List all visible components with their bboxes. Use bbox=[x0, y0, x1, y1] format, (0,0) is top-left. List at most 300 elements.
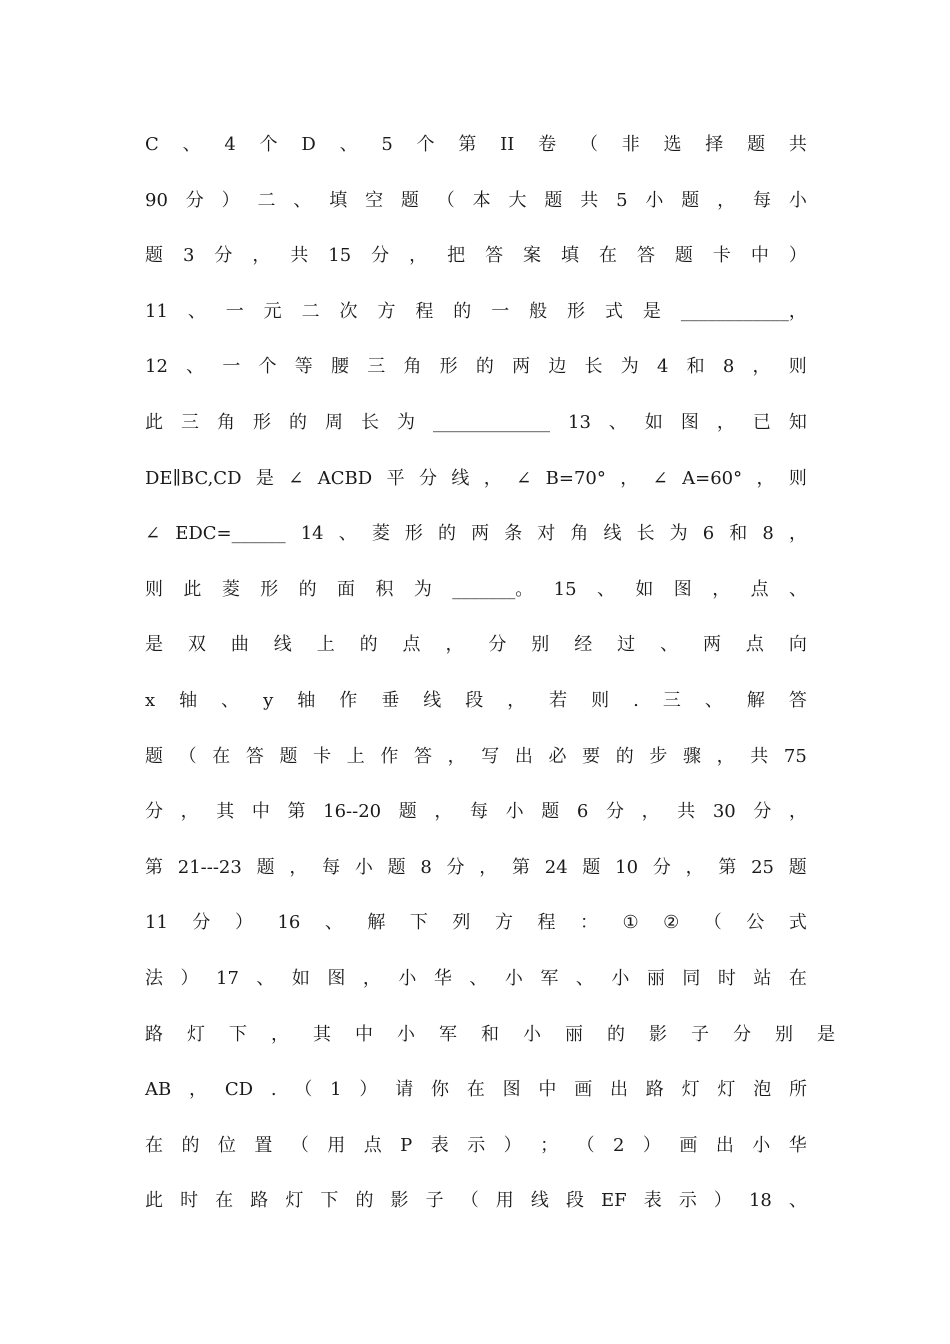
text-token: 21---23 bbox=[177, 856, 242, 878]
text-token: . bbox=[270, 1079, 277, 1101]
text-token: 是 bbox=[642, 300, 661, 322]
text-token: 的 bbox=[438, 523, 456, 545]
text-token: 分 bbox=[733, 1023, 751, 1045]
text-token: 题 bbox=[400, 189, 419, 211]
text-token: 大 bbox=[508, 189, 527, 211]
text-token: （ bbox=[178, 745, 197, 767]
text-token: （ bbox=[579, 134, 598, 155]
text-token: ， bbox=[434, 801, 453, 823]
text-token: 小 bbox=[611, 967, 630, 989]
text-token: 过 bbox=[617, 634, 636, 656]
text-token: 卷 bbox=[538, 134, 557, 155]
text-token: 题 bbox=[387, 856, 406, 878]
text-token: 图 bbox=[502, 1079, 521, 1101]
text-token: 24 bbox=[544, 856, 568, 878]
text-token: 一 bbox=[225, 300, 244, 322]
text-token: 向 bbox=[788, 634, 807, 656]
text-token: 第 bbox=[458, 134, 477, 155]
text-line bbox=[145, 951, 807, 1007]
text-token: 分 bbox=[419, 467, 437, 489]
text-token: EF bbox=[601, 1190, 627, 1212]
text-token: 填 bbox=[561, 245, 580, 267]
text-token: 两 bbox=[702, 634, 721, 656]
text-token: 图 bbox=[673, 578, 692, 600]
text-token: 11 bbox=[145, 300, 168, 322]
text-token: 把 bbox=[447, 245, 466, 267]
text-token: AB bbox=[145, 1079, 172, 1101]
text-line bbox=[145, 117, 807, 173]
text-token: 11 bbox=[145, 912, 168, 934]
text-token: 75 bbox=[783, 745, 807, 767]
text-token: 中 bbox=[750, 245, 769, 267]
text-token: 边 bbox=[548, 356, 567, 378]
text-token: 若 bbox=[549, 689, 568, 711]
text-token: 图 bbox=[680, 411, 699, 433]
text-token: 同 bbox=[682, 967, 701, 989]
text-token: 线 bbox=[451, 467, 470, 489]
text-token: 三 bbox=[181, 411, 199, 433]
text-token: 方 bbox=[494, 912, 513, 934]
text-line bbox=[145, 1118, 807, 1174]
text-token: 灯 bbox=[187, 1023, 205, 1045]
text-token: 在 bbox=[212, 745, 231, 767]
text-token: 时 bbox=[717, 967, 736, 989]
text-token: 、 bbox=[324, 912, 343, 934]
text-token: 共 bbox=[750, 745, 769, 767]
text-token: 90 bbox=[145, 189, 168, 211]
text-line bbox=[145, 339, 807, 395]
text-line bbox=[145, 1007, 835, 1063]
text-token: 在 bbox=[466, 1079, 485, 1101]
text-token: 小 bbox=[752, 1134, 771, 1156]
text-token: 6 bbox=[576, 801, 589, 823]
text-token: ， bbox=[252, 245, 271, 267]
text-token: 知 bbox=[788, 411, 807, 433]
text-token: 是 bbox=[255, 467, 274, 489]
text-token: 路 bbox=[645, 1079, 664, 1101]
text-token: 一 bbox=[491, 300, 510, 322]
text-token: 在 bbox=[788, 967, 807, 989]
text-token: 个 bbox=[258, 356, 277, 378]
text-token: 画 bbox=[574, 1079, 593, 1101]
text-token: 形 bbox=[404, 523, 423, 545]
text-token: 18 bbox=[748, 1190, 772, 1212]
text-token: 题 bbox=[145, 745, 163, 767]
text-token: 第 bbox=[512, 856, 531, 878]
text-token: _______。 bbox=[452, 578, 534, 600]
text-line bbox=[145, 895, 807, 951]
text-token: 步 bbox=[649, 745, 668, 767]
text-line bbox=[145, 840, 807, 896]
text-token: 中 bbox=[355, 1023, 373, 1045]
text-token: 第 bbox=[145, 856, 163, 878]
text-token: 小 bbox=[398, 967, 417, 989]
text-token: 共 bbox=[677, 801, 696, 823]
text-token: 题 bbox=[541, 801, 560, 823]
text-token: 双 bbox=[187, 634, 206, 656]
text-token: ____________， bbox=[680, 300, 807, 322]
text-token: 必 bbox=[548, 745, 567, 767]
text-token: 要 bbox=[582, 745, 601, 767]
body-text bbox=[145, 117, 835, 1229]
text-token: 为 bbox=[413, 578, 432, 600]
text-token: 的 bbox=[359, 634, 378, 656]
text-token: 分 bbox=[652, 856, 671, 878]
text-token: ） bbox=[180, 967, 199, 989]
text-token: 在 bbox=[598, 245, 617, 267]
text-token: ） bbox=[234, 912, 253, 934]
text-token: 段 bbox=[565, 1190, 584, 1212]
text-token: ： bbox=[579, 912, 598, 934]
text-token: 、 bbox=[338, 523, 357, 545]
text-token: 4 bbox=[656, 356, 669, 378]
text-token: ACBD bbox=[317, 467, 373, 489]
text-token: 程 bbox=[537, 912, 556, 934]
text-token: 、 bbox=[186, 356, 205, 378]
text-token: 题 bbox=[582, 856, 601, 878]
text-token: 16--20 bbox=[323, 801, 382, 823]
text-token: 等 bbox=[294, 356, 313, 378]
text-token: ∠ bbox=[652, 467, 668, 489]
text-token: 此 bbox=[145, 1190, 163, 1212]
text-token: 为 bbox=[397, 411, 415, 433]
text-token: 、 bbox=[575, 967, 594, 989]
text-line bbox=[145, 228, 807, 284]
text-token: 角 bbox=[217, 411, 235, 433]
text-token: 其 bbox=[216, 801, 235, 823]
text-token: 小 bbox=[505, 801, 524, 823]
text-token: （ bbox=[576, 1134, 595, 1156]
text-token: 的 bbox=[355, 1190, 374, 1212]
text-token: 长 bbox=[361, 411, 379, 433]
text-token: ∠ bbox=[288, 467, 304, 489]
text-token: 、 bbox=[256, 967, 275, 989]
text-token: 小 bbox=[504, 967, 523, 989]
text-token: ① bbox=[622, 912, 639, 934]
text-token: 形 bbox=[260, 578, 279, 600]
text-token: ， bbox=[180, 801, 199, 823]
text-token: ， bbox=[717, 189, 736, 211]
text-token: 形 bbox=[253, 411, 271, 433]
text-token: 2 bbox=[613, 1134, 625, 1156]
text-token: 出 bbox=[715, 1134, 734, 1156]
text-token: 表 bbox=[430, 1134, 449, 1156]
text-token: 小 bbox=[645, 189, 664, 211]
text-token: 、 bbox=[788, 1190, 807, 1212]
text-token: 分 bbox=[446, 856, 465, 878]
text-token: 形 bbox=[567, 300, 586, 322]
text-token: 、 bbox=[182, 134, 201, 155]
text-token: 影 bbox=[390, 1190, 409, 1212]
text-token: 、 bbox=[187, 300, 206, 322]
text-token: 站 bbox=[753, 967, 772, 989]
text-token: P bbox=[400, 1134, 413, 1156]
text-line bbox=[145, 617, 807, 673]
text-token: 个 bbox=[416, 134, 435, 155]
text-token: ② bbox=[663, 912, 680, 934]
text-token: 则 bbox=[788, 356, 807, 378]
text-token: ， bbox=[685, 856, 704, 878]
text-token: 二 bbox=[257, 189, 276, 211]
text-token: ， bbox=[716, 411, 735, 433]
text-token: 列 bbox=[452, 912, 471, 934]
text-token: 平 bbox=[386, 467, 405, 489]
text-token: 1 bbox=[330, 1079, 342, 1101]
text-token: 题 bbox=[788, 856, 807, 878]
text-token: 线 bbox=[530, 1190, 549, 1212]
text-token: 泡 bbox=[753, 1079, 772, 1101]
text-token: 灯 bbox=[681, 1079, 700, 1101]
text-token: 元 bbox=[263, 300, 282, 322]
text-token: ， bbox=[712, 578, 731, 600]
text-token: 是 bbox=[817, 1023, 835, 1045]
text-token: 次 bbox=[339, 300, 358, 322]
text-token: 子 bbox=[425, 1190, 444, 1212]
text-line bbox=[145, 784, 807, 840]
text-token: 二 bbox=[301, 300, 320, 322]
text-token: 题 bbox=[681, 189, 700, 211]
text-token: 三 bbox=[367, 356, 386, 378]
text-token: ， bbox=[447, 745, 466, 767]
text-token: ， bbox=[189, 1079, 208, 1101]
text-token: 丽 bbox=[565, 1023, 583, 1045]
text-token: 、 bbox=[339, 134, 358, 155]
text-token: ， bbox=[289, 856, 308, 878]
text-token: 下 bbox=[229, 1023, 247, 1045]
text-token: 式 bbox=[788, 912, 807, 934]
text-token: 、 bbox=[789, 578, 807, 600]
text-token: 分 bbox=[145, 801, 163, 823]
text-token: 出 bbox=[514, 745, 533, 767]
text-token: 下 bbox=[320, 1190, 339, 1212]
text-token: 、 bbox=[221, 689, 240, 711]
text-token: 图 bbox=[327, 967, 346, 989]
text-token: 线 bbox=[273, 634, 292, 656]
text-token: 法 bbox=[145, 967, 163, 989]
text-token: ， bbox=[445, 634, 464, 656]
text-token: D bbox=[301, 134, 316, 155]
text-token: （ bbox=[460, 1190, 479, 1212]
text-token: 15 bbox=[328, 245, 352, 267]
text-token: 两 bbox=[471, 523, 490, 545]
text-token: 方 bbox=[377, 300, 396, 322]
text-token: 三 bbox=[662, 689, 681, 711]
text-token: _____________ bbox=[433, 411, 550, 433]
text-token: ） bbox=[788, 245, 807, 267]
text-token: 题 bbox=[398, 801, 417, 823]
text-token: 共 bbox=[788, 134, 807, 155]
text-token: DE∥BC,CD bbox=[145, 467, 242, 489]
text-token: 你 bbox=[431, 1079, 450, 1101]
text-token: 别 bbox=[531, 634, 550, 656]
text-token: 中 bbox=[251, 801, 270, 823]
text-token: 答 bbox=[414, 745, 432, 767]
text-token: 别 bbox=[775, 1023, 793, 1045]
text-token: 小 bbox=[788, 189, 807, 211]
text-token: 路 bbox=[250, 1190, 269, 1212]
text-token: ） bbox=[221, 189, 240, 211]
text-token: ） bbox=[359, 1079, 378, 1101]
text-token: （ bbox=[436, 189, 455, 211]
text-token: 点 bbox=[745, 634, 764, 656]
text-token: 题 bbox=[544, 189, 563, 211]
text-token: 、 bbox=[469, 967, 488, 989]
text-token: 答 bbox=[636, 245, 655, 267]
text-token: 轴 bbox=[297, 689, 316, 711]
text-token: 画 bbox=[679, 1134, 698, 1156]
text-token: 丽 bbox=[646, 967, 665, 989]
text-token: 上 bbox=[316, 634, 335, 656]
text-token: 题 bbox=[145, 245, 163, 267]
text-token: 点 bbox=[402, 634, 421, 656]
text-token: ， bbox=[271, 1023, 289, 1045]
text-token: 作 bbox=[380, 745, 399, 767]
text-token: 般 bbox=[529, 300, 548, 322]
text-token: 经 bbox=[574, 634, 593, 656]
text-token: 答 bbox=[245, 745, 264, 767]
text-token: 是 bbox=[145, 634, 163, 656]
text-token: 如 bbox=[644, 411, 663, 433]
text-token: 的 bbox=[475, 356, 494, 378]
text-token: 分 bbox=[185, 189, 204, 211]
text-token: 题 bbox=[674, 245, 693, 267]
text-token: 选 bbox=[663, 134, 682, 155]
text-token: 角 bbox=[403, 356, 422, 378]
text-token: 小 bbox=[354, 856, 373, 878]
text-token: 线 bbox=[603, 523, 622, 545]
text-token: 、 bbox=[293, 189, 312, 211]
text-token: 则 bbox=[145, 578, 163, 600]
text-token: 曲 bbox=[230, 634, 249, 656]
text-token: ， bbox=[756, 467, 775, 489]
text-token: 示 bbox=[678, 1190, 697, 1212]
text-token: 段 bbox=[465, 689, 484, 711]
text-token: ， bbox=[362, 967, 381, 989]
text-token: 上 bbox=[346, 745, 365, 767]
text-token: 式 bbox=[604, 300, 623, 322]
text-token: （ bbox=[703, 912, 722, 934]
text-token: 小 bbox=[397, 1023, 415, 1045]
text-token: 12 bbox=[145, 356, 168, 378]
text-token: 填 bbox=[329, 189, 348, 211]
text-token: 灯 bbox=[285, 1190, 304, 1212]
text-token: 条 bbox=[504, 523, 523, 545]
text-line bbox=[145, 562, 807, 618]
text-token: 题 bbox=[279, 745, 298, 767]
text-token: 和 bbox=[481, 1023, 499, 1045]
text-token: 周 bbox=[325, 411, 343, 433]
text-token: 3 bbox=[182, 245, 195, 267]
text-token: 、 bbox=[704, 689, 723, 711]
text-token: ， bbox=[788, 801, 807, 823]
text-token: 15 bbox=[553, 578, 577, 600]
text-token: 线 bbox=[423, 689, 442, 711]
text-token: 路 bbox=[145, 1023, 163, 1045]
text-token: ， bbox=[716, 745, 735, 767]
text-token: 分 bbox=[192, 912, 211, 934]
text-token: EDC=______ bbox=[175, 523, 286, 545]
text-token: 写 bbox=[481, 745, 500, 767]
text-token: 个 bbox=[259, 134, 278, 155]
text-token: 5 bbox=[616, 189, 628, 211]
text-token: 本 bbox=[472, 189, 491, 211]
text-line bbox=[145, 395, 807, 451]
text-token: 择 bbox=[705, 134, 724, 155]
text-token: 此 bbox=[183, 578, 202, 600]
text-token: 形 bbox=[439, 356, 458, 378]
text-token: 为 bbox=[669, 523, 688, 545]
text-token: 如 bbox=[291, 967, 310, 989]
text-token: 军 bbox=[540, 967, 559, 989]
text-token: 表 bbox=[643, 1190, 662, 1212]
text-token: C bbox=[145, 134, 159, 155]
text-token: 和 bbox=[686, 356, 705, 378]
text-token: 分 bbox=[605, 801, 624, 823]
text-token: 下 bbox=[409, 912, 428, 934]
text-token: 出 bbox=[610, 1079, 628, 1101]
text-token: （ bbox=[294, 1079, 313, 1101]
text-token: A=60° bbox=[682, 467, 743, 489]
text-token: 答 bbox=[788, 689, 807, 711]
text-token: 卡 bbox=[313, 745, 332, 767]
text-token: ， bbox=[641, 801, 660, 823]
text-token: 点 bbox=[750, 578, 769, 600]
text-token: 分 bbox=[753, 801, 772, 823]
text-token: 题 bbox=[256, 856, 275, 878]
text-token: 积 bbox=[375, 578, 394, 600]
text-token: ） bbox=[713, 1190, 732, 1212]
text-token: ， bbox=[409, 245, 428, 267]
text-token: 对 bbox=[537, 523, 556, 545]
text-token: 每 bbox=[752, 189, 771, 211]
text-token: 一 bbox=[222, 356, 241, 378]
text-token: 公 bbox=[746, 912, 765, 934]
text-token: 4 bbox=[224, 134, 236, 155]
text-token: 非 bbox=[621, 134, 640, 155]
text-token: 为 bbox=[620, 356, 639, 378]
text-token: 灯 bbox=[717, 1079, 736, 1101]
text-token: 置 bbox=[254, 1134, 273, 1156]
text-token: 16 bbox=[277, 912, 301, 934]
text-token: 8 bbox=[420, 856, 432, 878]
text-token: 、 bbox=[608, 411, 627, 433]
text-token: y bbox=[263, 689, 274, 711]
text-token: 则 bbox=[591, 689, 610, 711]
text-token: ， bbox=[788, 523, 807, 545]
text-token: 此 bbox=[145, 411, 163, 433]
text-token: ， bbox=[479, 856, 498, 878]
text-token: 长 bbox=[636, 523, 655, 545]
text-token: 解 bbox=[746, 689, 765, 711]
text-token: ∠ bbox=[516, 467, 532, 489]
text-token: 的 bbox=[607, 1023, 625, 1045]
text-token: ； bbox=[540, 1134, 559, 1156]
text-token: ， bbox=[752, 356, 771, 378]
text-token: 30 bbox=[712, 801, 736, 823]
text-token: 25 bbox=[751, 856, 774, 878]
text-token: 第 bbox=[718, 856, 737, 878]
text-token: ） bbox=[503, 1134, 522, 1156]
text-token: 小 bbox=[523, 1023, 541, 1045]
text-token: 时 bbox=[180, 1190, 199, 1212]
text-token: 14 bbox=[300, 523, 324, 545]
text-token: 军 bbox=[439, 1023, 457, 1045]
text-token: 菱 bbox=[221, 578, 240, 600]
text-token: （ bbox=[290, 1134, 309, 1156]
text-token: 共 bbox=[290, 245, 309, 267]
text-token: 子 bbox=[691, 1023, 709, 1045]
text-token: B=70° bbox=[545, 467, 606, 489]
